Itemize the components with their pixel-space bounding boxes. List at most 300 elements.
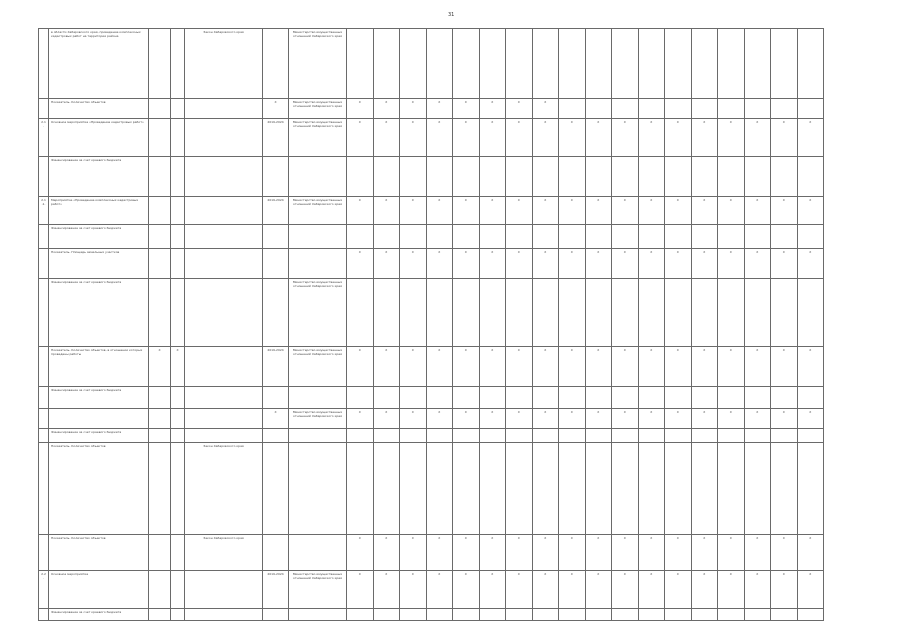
value-cell bbox=[426, 443, 453, 535]
value-cell: X bbox=[718, 409, 745, 429]
value-cell: X bbox=[771, 119, 798, 157]
value-cell bbox=[585, 429, 612, 443]
value-cell: X bbox=[744, 347, 771, 387]
value-cell bbox=[744, 387, 771, 409]
value-cell bbox=[559, 99, 586, 119]
value-cell bbox=[638, 429, 665, 443]
value-cell: X bbox=[506, 347, 533, 387]
value-cell bbox=[771, 29, 798, 99]
value-cell bbox=[585, 443, 612, 535]
basis-cell bbox=[185, 225, 263, 249]
period-cell: X bbox=[263, 99, 289, 119]
value-cell bbox=[718, 443, 745, 535]
plan-table bbox=[38, 28, 824, 621]
row-number-cell bbox=[39, 609, 49, 621]
value-cell: X bbox=[744, 571, 771, 609]
value-cell bbox=[585, 225, 612, 249]
value-cell: X bbox=[426, 119, 453, 157]
value-cell: X bbox=[400, 571, 427, 609]
value-cell: X bbox=[797, 197, 824, 225]
value-cell bbox=[638, 99, 665, 119]
value-cell bbox=[373, 429, 400, 443]
value-cell: X bbox=[559, 347, 586, 387]
value-cell: X bbox=[612, 571, 639, 609]
value-cell bbox=[612, 157, 639, 197]
value-cell: X bbox=[691, 347, 718, 387]
value-cell bbox=[797, 29, 824, 99]
row-number-cell bbox=[39, 535, 49, 571]
value-cell bbox=[426, 157, 453, 197]
value-cell bbox=[718, 157, 745, 197]
row-number-cell bbox=[39, 29, 49, 99]
unit-cell: X bbox=[149, 347, 171, 387]
value-cell bbox=[453, 387, 480, 409]
period-cell: X bbox=[263, 409, 289, 429]
value-cell: X bbox=[373, 347, 400, 387]
unit-cell bbox=[149, 409, 171, 429]
value-cell: X bbox=[347, 571, 374, 609]
value-cell bbox=[559, 279, 586, 347]
value-cell: X bbox=[400, 197, 427, 225]
basis-cell bbox=[185, 571, 263, 609]
value-cell: X bbox=[744, 249, 771, 279]
value-cell: X bbox=[559, 119, 586, 157]
value-cell bbox=[347, 429, 374, 443]
table-row bbox=[39, 29, 824, 99]
value-cell bbox=[373, 29, 400, 99]
value-cell: X bbox=[479, 119, 506, 157]
value-cell: X bbox=[665, 571, 692, 609]
value-cell bbox=[638, 609, 665, 621]
value-cell bbox=[612, 99, 639, 119]
basis-cell bbox=[185, 119, 263, 157]
row-number-cell bbox=[39, 429, 49, 443]
value-cell bbox=[426, 609, 453, 621]
value-cell: X bbox=[506, 99, 533, 119]
value-cell bbox=[373, 279, 400, 347]
row-name-cell: Финансирование за счет краевого бюджета bbox=[49, 609, 149, 621]
row-number-cell: 2.1. bbox=[39, 119, 49, 157]
basis-cell: Закон Хабаровского края bbox=[185, 535, 263, 571]
row-number-cell bbox=[39, 279, 49, 347]
value-cell: X bbox=[506, 249, 533, 279]
value-cell: X bbox=[506, 409, 533, 429]
code-cell bbox=[171, 225, 185, 249]
value-cell: X bbox=[691, 249, 718, 279]
period-cell bbox=[263, 279, 289, 347]
value-cell bbox=[797, 609, 824, 621]
value-cell: X bbox=[638, 249, 665, 279]
unit-cell bbox=[149, 119, 171, 157]
period-cell bbox=[263, 609, 289, 621]
value-cell: X bbox=[426, 535, 453, 571]
value-cell bbox=[691, 279, 718, 347]
value-cell bbox=[506, 29, 533, 99]
value-cell: X bbox=[400, 535, 427, 571]
value-cell bbox=[506, 279, 533, 347]
value-cell: X bbox=[665, 249, 692, 279]
value-cell bbox=[400, 609, 427, 621]
value-cell: X bbox=[797, 347, 824, 387]
executor-cell bbox=[289, 429, 347, 443]
value-cell: X bbox=[426, 197, 453, 225]
value-cell: X bbox=[426, 347, 453, 387]
value-cell: X bbox=[744, 409, 771, 429]
value-cell bbox=[691, 225, 718, 249]
value-cell bbox=[453, 609, 480, 621]
value-cell bbox=[797, 157, 824, 197]
value-cell bbox=[638, 29, 665, 99]
value-cell bbox=[585, 99, 612, 119]
value-cell: X bbox=[665, 347, 692, 387]
value-cell: X bbox=[744, 197, 771, 225]
value-cell bbox=[347, 225, 374, 249]
value-cell bbox=[373, 157, 400, 197]
unit-cell bbox=[149, 29, 171, 99]
value-cell bbox=[797, 387, 824, 409]
value-cell bbox=[585, 387, 612, 409]
value-cell: X bbox=[585, 249, 612, 279]
value-cell: X bbox=[718, 119, 745, 157]
value-cell: X bbox=[400, 99, 427, 119]
value-cell: X bbox=[744, 119, 771, 157]
row-number-cell bbox=[39, 249, 49, 279]
value-cell: X bbox=[691, 197, 718, 225]
value-cell bbox=[426, 429, 453, 443]
value-cell: X bbox=[532, 535, 559, 571]
value-cell: X bbox=[532, 249, 559, 279]
row-name-cell: Финансирование за счет краевого бюджета bbox=[49, 157, 149, 197]
code-cell bbox=[171, 197, 185, 225]
value-cell bbox=[771, 99, 798, 119]
value-cell bbox=[718, 99, 745, 119]
value-cell bbox=[612, 225, 639, 249]
value-cell: X bbox=[691, 119, 718, 157]
value-cell: X bbox=[347, 119, 374, 157]
row-name-cell: Основное мероприятие «Проведение кадастровых работ» bbox=[49, 119, 149, 157]
code-cell bbox=[171, 119, 185, 157]
value-cell: X bbox=[532, 197, 559, 225]
unit-cell bbox=[149, 157, 171, 197]
value-cell: X bbox=[373, 535, 400, 571]
value-cell bbox=[347, 609, 374, 621]
value-cell: X bbox=[506, 571, 533, 609]
value-cell bbox=[744, 99, 771, 119]
value-cell: X bbox=[400, 409, 427, 429]
value-cell: X bbox=[612, 409, 639, 429]
value-cell: X bbox=[612, 535, 639, 571]
value-cell: X bbox=[638, 571, 665, 609]
value-cell bbox=[373, 225, 400, 249]
value-cell: X bbox=[532, 347, 559, 387]
value-cell bbox=[559, 157, 586, 197]
value-cell bbox=[638, 387, 665, 409]
value-cell bbox=[718, 29, 745, 99]
value-cell: X bbox=[506, 535, 533, 571]
value-cell bbox=[691, 609, 718, 621]
value-cell bbox=[665, 157, 692, 197]
code-cell bbox=[171, 387, 185, 409]
value-cell bbox=[479, 443, 506, 535]
value-cell bbox=[744, 225, 771, 249]
value-cell: X bbox=[665, 535, 692, 571]
value-cell: X bbox=[718, 347, 745, 387]
code-cell bbox=[171, 279, 185, 347]
value-cell: X bbox=[532, 99, 559, 119]
value-cell: X bbox=[479, 197, 506, 225]
value-cell bbox=[797, 279, 824, 347]
value-cell bbox=[453, 29, 480, 99]
executor-cell bbox=[289, 443, 347, 535]
value-cell bbox=[771, 429, 798, 443]
value-cell bbox=[559, 225, 586, 249]
value-cell bbox=[506, 157, 533, 197]
executor-cell: Министерство имущественных отношений Хабаровского края bbox=[289, 571, 347, 609]
value-cell: X bbox=[771, 571, 798, 609]
value-cell: X bbox=[718, 535, 745, 571]
row-name-cell: Показатель. Количество объектов bbox=[49, 443, 149, 535]
row-number-cell bbox=[39, 387, 49, 409]
value-cell: X bbox=[638, 409, 665, 429]
row-number-cell: 2.2. bbox=[39, 571, 49, 609]
unit-cell bbox=[149, 609, 171, 621]
row-name-cell: Мероприятие «Проведение комплексных кадастровых работ» bbox=[49, 197, 149, 225]
value-cell bbox=[744, 29, 771, 99]
row-name-cell: Показатель. Количество объектов bbox=[49, 535, 149, 571]
value-cell bbox=[585, 29, 612, 99]
unit-cell bbox=[149, 249, 171, 279]
value-cell bbox=[479, 429, 506, 443]
basis-cell bbox=[185, 429, 263, 443]
value-cell bbox=[718, 279, 745, 347]
value-cell bbox=[373, 443, 400, 535]
code-cell bbox=[171, 99, 185, 119]
value-cell bbox=[665, 609, 692, 621]
value-cell bbox=[400, 443, 427, 535]
table-row bbox=[39, 99, 824, 119]
value-cell: X bbox=[691, 535, 718, 571]
value-cell bbox=[612, 429, 639, 443]
value-cell bbox=[718, 225, 745, 249]
row-number-cell bbox=[39, 443, 49, 535]
value-cell bbox=[426, 225, 453, 249]
row-name-cell: Показатель. Количество объектов bbox=[49, 99, 149, 119]
table-row bbox=[39, 119, 824, 157]
value-cell bbox=[612, 29, 639, 99]
value-cell: X bbox=[691, 409, 718, 429]
value-cell bbox=[612, 443, 639, 535]
table-row bbox=[39, 387, 824, 409]
value-cell bbox=[532, 387, 559, 409]
value-cell: X bbox=[373, 99, 400, 119]
row-name-cell: Финансирование за счет краевого бюджета bbox=[49, 279, 149, 347]
value-cell bbox=[426, 279, 453, 347]
value-cell bbox=[400, 29, 427, 99]
value-cell: X bbox=[479, 535, 506, 571]
basis-cell bbox=[185, 409, 263, 429]
row-number-cell bbox=[39, 99, 49, 119]
value-cell bbox=[506, 387, 533, 409]
value-cell bbox=[691, 99, 718, 119]
value-cell bbox=[479, 387, 506, 409]
value-cell bbox=[585, 157, 612, 197]
value-cell bbox=[506, 225, 533, 249]
value-cell bbox=[347, 157, 374, 197]
value-cell: X bbox=[638, 197, 665, 225]
table-row bbox=[39, 279, 824, 347]
value-cell bbox=[373, 387, 400, 409]
value-cell: X bbox=[347, 99, 374, 119]
value-cell: X bbox=[612, 249, 639, 279]
value-cell bbox=[400, 279, 427, 347]
unit-cell bbox=[149, 225, 171, 249]
executor-cell bbox=[289, 387, 347, 409]
row-name-cell: в области Хабаровского края, проведение комплексных кадастровых работ на территории района bbox=[49, 29, 149, 99]
value-cell: X bbox=[559, 535, 586, 571]
value-cell bbox=[744, 443, 771, 535]
value-cell bbox=[691, 443, 718, 535]
value-cell bbox=[373, 609, 400, 621]
value-cell: X bbox=[559, 571, 586, 609]
value-cell bbox=[771, 443, 798, 535]
value-cell: X bbox=[479, 347, 506, 387]
code-cell bbox=[171, 571, 185, 609]
value-cell: X bbox=[426, 99, 453, 119]
code-cell bbox=[171, 157, 185, 197]
period-cell bbox=[263, 249, 289, 279]
code-cell bbox=[171, 409, 185, 429]
value-cell bbox=[718, 387, 745, 409]
value-cell bbox=[479, 29, 506, 99]
code-cell bbox=[171, 249, 185, 279]
executor-cell: Министерство имущественных отношений Хабаровского края bbox=[289, 197, 347, 225]
value-cell: X bbox=[506, 197, 533, 225]
value-cell bbox=[665, 225, 692, 249]
value-cell bbox=[532, 29, 559, 99]
value-cell: X bbox=[506, 119, 533, 157]
value-cell bbox=[506, 609, 533, 621]
value-cell: X bbox=[797, 409, 824, 429]
period-cell: 2019-2024 bbox=[263, 571, 289, 609]
value-cell bbox=[453, 157, 480, 197]
value-cell bbox=[532, 157, 559, 197]
value-cell: X bbox=[453, 99, 480, 119]
value-cell bbox=[453, 443, 480, 535]
value-cell: X bbox=[638, 347, 665, 387]
document-sheet bbox=[38, 28, 824, 628]
value-cell bbox=[559, 387, 586, 409]
row-number-cell bbox=[39, 225, 49, 249]
row-name-cell: Финансирование за счет краевого бюджета bbox=[49, 429, 149, 443]
period-cell: 2019-2024 bbox=[263, 347, 289, 387]
value-cell: X bbox=[612, 119, 639, 157]
value-cell bbox=[400, 387, 427, 409]
code-cell bbox=[171, 429, 185, 443]
value-cell: X bbox=[373, 197, 400, 225]
value-cell bbox=[797, 429, 824, 443]
value-cell bbox=[559, 429, 586, 443]
value-cell bbox=[400, 429, 427, 443]
value-cell: X bbox=[771, 409, 798, 429]
unit-cell bbox=[149, 429, 171, 443]
code-cell bbox=[171, 443, 185, 535]
value-cell: X bbox=[559, 197, 586, 225]
row-name-cell: Финансирование за счет краевого бюджета bbox=[49, 225, 149, 249]
table-row bbox=[39, 197, 824, 225]
value-cell: X bbox=[400, 347, 427, 387]
value-cell: X bbox=[426, 409, 453, 429]
value-cell: X bbox=[665, 409, 692, 429]
row-number-cell bbox=[39, 409, 49, 429]
executor-cell: Министерство имущественных отношений Хабаровского края bbox=[289, 279, 347, 347]
value-cell bbox=[453, 429, 480, 443]
table-row bbox=[39, 409, 824, 429]
value-cell bbox=[718, 609, 745, 621]
value-cell bbox=[612, 609, 639, 621]
value-cell: X bbox=[638, 119, 665, 157]
value-cell bbox=[691, 429, 718, 443]
value-cell: X bbox=[585, 409, 612, 429]
table-row bbox=[39, 535, 824, 571]
value-cell bbox=[638, 225, 665, 249]
value-cell: X bbox=[532, 571, 559, 609]
value-cell: X bbox=[453, 409, 480, 429]
basis-cell bbox=[185, 347, 263, 387]
value-cell: X bbox=[585, 571, 612, 609]
value-cell: X bbox=[612, 347, 639, 387]
code-cell bbox=[171, 609, 185, 621]
value-cell: X bbox=[453, 347, 480, 387]
value-cell: X bbox=[718, 571, 745, 609]
value-cell bbox=[532, 443, 559, 535]
value-cell bbox=[744, 609, 771, 621]
value-cell: X bbox=[691, 571, 718, 609]
value-cell bbox=[453, 225, 480, 249]
value-cell: X bbox=[532, 119, 559, 157]
value-cell: X bbox=[559, 409, 586, 429]
period-cell: 2019-2024 bbox=[263, 119, 289, 157]
value-cell bbox=[559, 29, 586, 99]
value-cell: X bbox=[771, 347, 798, 387]
page-number: 31 bbox=[448, 12, 455, 18]
executor-cell bbox=[289, 609, 347, 621]
value-cell: X bbox=[559, 249, 586, 279]
value-cell: X bbox=[585, 347, 612, 387]
row-name-cell: Показатель. Количество объектов, в отношении которых проведены работы bbox=[49, 347, 149, 387]
value-cell bbox=[559, 443, 586, 535]
value-cell: X bbox=[665, 119, 692, 157]
row-number-cell bbox=[39, 347, 49, 387]
basis-cell: Закон Хабаровского края bbox=[185, 29, 263, 99]
executor-cell: Министерство имущественных отношений Хабаровского края bbox=[289, 409, 347, 429]
value-cell bbox=[638, 443, 665, 535]
value-cell: X bbox=[771, 249, 798, 279]
value-cell bbox=[665, 99, 692, 119]
value-cell bbox=[771, 609, 798, 621]
value-cell: X bbox=[665, 197, 692, 225]
value-cell bbox=[665, 443, 692, 535]
value-cell: X bbox=[453, 571, 480, 609]
row-name-cell: Финансирование за счет краевого бюджета bbox=[49, 387, 149, 409]
basis-cell bbox=[185, 279, 263, 347]
executor-cell bbox=[289, 157, 347, 197]
executor-cell: Министерство имущественных отношений Хабаровского края bbox=[289, 99, 347, 119]
executor-cell bbox=[289, 535, 347, 571]
value-cell bbox=[532, 225, 559, 249]
value-cell bbox=[532, 429, 559, 443]
period-cell bbox=[263, 225, 289, 249]
row-number-cell: 2.1.1. bbox=[39, 197, 49, 225]
